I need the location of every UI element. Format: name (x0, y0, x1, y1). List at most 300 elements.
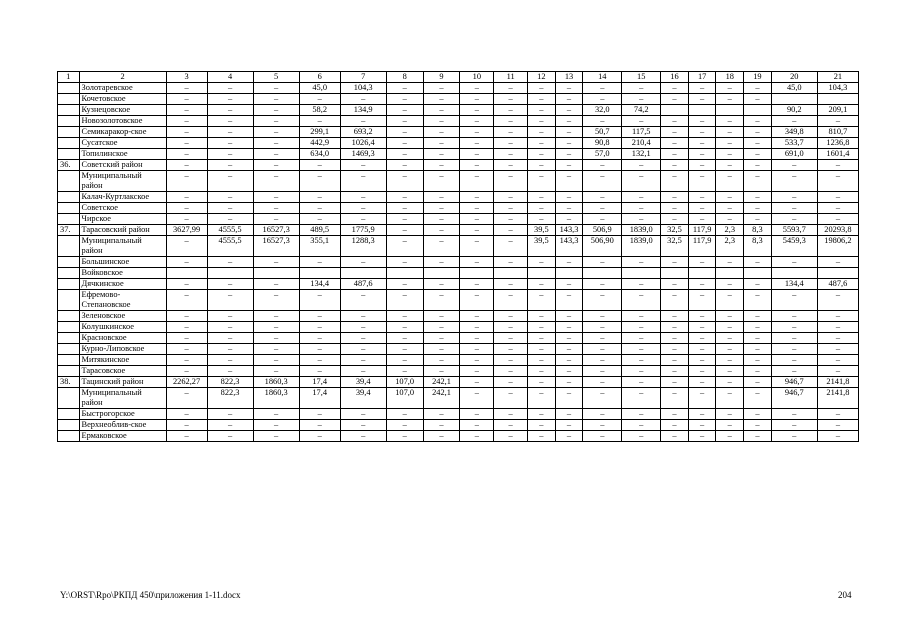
table-cell (716, 105, 744, 116)
row-number (58, 149, 80, 160)
table-cell: – (253, 311, 299, 322)
table-cell: – (207, 138, 253, 149)
table-cell: 810,7 (817, 127, 858, 138)
table-cell: – (555, 94, 583, 105)
table-cell: – (423, 333, 460, 344)
table-cell: – (386, 105, 423, 116)
table-cell: – (661, 366, 689, 377)
table-cell: – (555, 377, 583, 388)
table-cell: – (386, 214, 423, 225)
row-name: Кочетовское (79, 94, 166, 105)
table-cell: – (622, 311, 661, 322)
table-cell: – (423, 149, 460, 160)
table-cell: – (207, 279, 253, 290)
table-cell: – (622, 388, 661, 409)
table-cell: 442,9 (299, 138, 340, 149)
table-cell: – (460, 225, 494, 236)
table-cell: 50,7 (583, 127, 622, 138)
table-cell: – (423, 290, 460, 311)
table-cell: – (583, 94, 622, 105)
table-cell: – (253, 203, 299, 214)
column-header: 5 (253, 72, 299, 83)
table-cell: – (460, 322, 494, 333)
table-cell: – (423, 431, 460, 442)
table-cell: – (661, 94, 689, 105)
table-cell: 1775,9 (340, 225, 386, 236)
table-cell: – (460, 149, 494, 160)
table-cell: – (528, 127, 556, 138)
row-name: Большинское (79, 257, 166, 268)
table-cell: – (688, 149, 716, 160)
table-cell: – (622, 377, 661, 388)
table-cell: 299,1 (299, 127, 340, 138)
table-cell: – (744, 83, 772, 94)
table-cell: – (555, 116, 583, 127)
table-row (58, 377, 859, 388)
table-row (58, 431, 859, 442)
table-cell: – (386, 236, 423, 257)
table-cell: – (207, 257, 253, 268)
table-cell: – (340, 214, 386, 225)
table-cell: – (716, 344, 744, 355)
table-cell (817, 268, 858, 279)
table-cell: – (253, 279, 299, 290)
table-cell: – (386, 431, 423, 442)
row-name: Муниципальный район (79, 171, 166, 192)
row-name: Дячкинское (79, 279, 166, 290)
table-cell: – (528, 160, 556, 171)
table-cell: – (460, 344, 494, 355)
table-cell: – (716, 409, 744, 420)
table-cell: – (386, 333, 423, 344)
table-cell: – (744, 355, 772, 366)
table-cell: – (771, 311, 817, 322)
table-cell: 58,2 (299, 105, 340, 116)
table-cell: – (494, 94, 528, 105)
table-cell: – (386, 160, 423, 171)
table-row (58, 192, 859, 203)
table-cell: – (716, 138, 744, 149)
table-cell: 2141,8 (817, 388, 858, 409)
table-cell: – (555, 409, 583, 420)
table-cell: – (688, 279, 716, 290)
table-cell: – (494, 214, 528, 225)
table-cell: – (688, 94, 716, 105)
row-number (58, 311, 80, 322)
table-row (58, 94, 859, 105)
table-cell: – (716, 431, 744, 442)
table-cell: – (386, 322, 423, 333)
table-cell: – (661, 192, 689, 203)
table-cell: – (688, 127, 716, 138)
table-cell: – (386, 225, 423, 236)
table-cell: – (661, 160, 689, 171)
row-number (58, 333, 80, 344)
column-header: 18 (716, 72, 744, 83)
table-cell: – (340, 333, 386, 344)
table-cell: – (340, 366, 386, 377)
table-cell (423, 268, 460, 279)
table-cell: – (744, 322, 772, 333)
table-cell: – (166, 116, 207, 127)
table-cell: – (817, 192, 858, 203)
table-cell: – (253, 116, 299, 127)
row-number (58, 192, 80, 203)
table-cell: – (661, 149, 689, 160)
table-cell: – (494, 116, 528, 127)
table-cell: – (340, 116, 386, 127)
table-cell: – (622, 192, 661, 203)
table-cell: – (583, 388, 622, 409)
table-cell: – (494, 333, 528, 344)
table-cell: – (299, 160, 340, 171)
row-number (58, 236, 80, 257)
table-cell: – (340, 192, 386, 203)
table-cell: 45,0 (299, 83, 340, 94)
table-cell: – (528, 105, 556, 116)
table-cell: – (661, 333, 689, 344)
table-cell: – (207, 83, 253, 94)
table-cell: – (253, 322, 299, 333)
table-cell: 132,1 (622, 149, 661, 160)
footer-file-path: Y:\ORST\Rpo\РКПД 450\приложения 1-11.docx (60, 590, 241, 600)
table-cell (622, 268, 661, 279)
table-cell: – (744, 116, 772, 127)
table-cell: – (166, 279, 207, 290)
row-name: Быстрогорское (79, 409, 166, 420)
table-body (58, 83, 859, 442)
table-cell: – (166, 290, 207, 311)
table-cell: – (460, 355, 494, 366)
row-number (58, 290, 80, 311)
table-cell: – (494, 225, 528, 236)
row-name: Митякинское (79, 355, 166, 366)
table-cell: 104,3 (817, 83, 858, 94)
table-cell: – (460, 333, 494, 344)
table-cell: – (622, 355, 661, 366)
table-cell: – (460, 366, 494, 377)
table-cell: – (661, 257, 689, 268)
table-cell: – (166, 105, 207, 116)
table-cell: 16527,3 (253, 236, 299, 257)
table-cell: – (460, 409, 494, 420)
table-cell: – (528, 116, 556, 127)
table-cell: – (661, 377, 689, 388)
table-cell: – (494, 171, 528, 192)
row-name: Ефремово-Степановское (79, 290, 166, 311)
table-cell (716, 268, 744, 279)
table-cell: – (583, 192, 622, 203)
table-cell: – (528, 355, 556, 366)
table-cell: 2,3 (716, 225, 744, 236)
table-cell: – (494, 203, 528, 214)
table-cell: – (661, 431, 689, 442)
table-cell: – (622, 160, 661, 171)
table-cell: – (528, 138, 556, 149)
table-cell: – (253, 355, 299, 366)
table-cell: – (555, 388, 583, 409)
table-cell: – (253, 257, 299, 268)
table-cell: – (207, 127, 253, 138)
table-cell: – (423, 409, 460, 420)
table-cell: – (622, 333, 661, 344)
table-cell: – (460, 236, 494, 257)
table-cell: – (528, 171, 556, 192)
table-cell: – (528, 149, 556, 160)
table-cell: – (494, 105, 528, 116)
table-cell: – (166, 366, 207, 377)
table-cell: 349,8 (771, 127, 817, 138)
row-number (58, 388, 80, 409)
table-cell: – (771, 355, 817, 366)
table-cell: – (555, 83, 583, 94)
table-cell: 1601,4 (817, 149, 858, 160)
column-header: 11 (494, 72, 528, 83)
table-cell: – (771, 322, 817, 333)
table-cell: 90,8 (583, 138, 622, 149)
table-cell: 134,4 (299, 279, 340, 290)
row-name: Советское (79, 203, 166, 214)
row-name: Ермаковское (79, 431, 166, 442)
table-cell: – (555, 127, 583, 138)
table-cell: 39,4 (340, 377, 386, 388)
table-cell: – (688, 192, 716, 203)
table-cell: – (688, 377, 716, 388)
table-cell: – (207, 355, 253, 366)
column-header: 3 (166, 72, 207, 83)
table-cell: – (528, 333, 556, 344)
table-cell (661, 268, 689, 279)
table-cell: – (583, 366, 622, 377)
table-cell: – (528, 344, 556, 355)
table-cell: – (716, 355, 744, 366)
row-name: Кузнецовское (79, 105, 166, 116)
column-header: 16 (661, 72, 689, 83)
table-cell: 242,1 (423, 377, 460, 388)
table-cell: – (817, 366, 858, 377)
table-cell (253, 268, 299, 279)
table-cell: 1839,0 (622, 225, 661, 236)
table-cell (771, 268, 817, 279)
table-row (58, 344, 859, 355)
row-number (58, 355, 80, 366)
row-number (58, 94, 80, 105)
table-cell: – (253, 431, 299, 442)
table-cell: – (716, 311, 744, 322)
table-cell: – (460, 192, 494, 203)
table-row (58, 203, 859, 214)
table-cell: – (583, 355, 622, 366)
table-cell: – (494, 322, 528, 333)
table-cell: 143,3 (555, 236, 583, 257)
table-cell: – (253, 214, 299, 225)
table-cell: – (494, 192, 528, 203)
table-cell: – (555, 192, 583, 203)
table-cell: 19806,2 (817, 236, 858, 257)
table-cell: – (207, 409, 253, 420)
table-row (58, 388, 859, 409)
table-cell: – (386, 203, 423, 214)
table-cell: – (744, 94, 772, 105)
table-cell: 1236,8 (817, 138, 858, 149)
table-cell: – (817, 333, 858, 344)
table-cell: – (460, 127, 494, 138)
table-cell: – (555, 333, 583, 344)
table-cell: – (340, 94, 386, 105)
row-number (58, 116, 80, 127)
table-cell: – (207, 171, 253, 192)
table-cell: – (622, 366, 661, 377)
table-cell: – (207, 149, 253, 160)
table-cell: – (744, 366, 772, 377)
row-number (58, 366, 80, 377)
table-cell: – (460, 290, 494, 311)
table-cell: – (716, 171, 744, 192)
row-number: 36. (58, 160, 80, 171)
table-cell: – (340, 355, 386, 366)
table-cell: – (460, 257, 494, 268)
table-cell: – (207, 344, 253, 355)
table-cell: – (386, 409, 423, 420)
table-row (58, 322, 859, 333)
table-cell: – (528, 322, 556, 333)
table-cell: 57,0 (583, 149, 622, 160)
table-cell: – (817, 160, 858, 171)
table-cell: – (166, 236, 207, 257)
table-cell (583, 268, 622, 279)
table-cell: – (423, 192, 460, 203)
table-cell: – (386, 192, 423, 203)
table-cell: – (661, 355, 689, 366)
table-cell: – (688, 171, 716, 192)
table-cell: – (299, 257, 340, 268)
table-cell: – (494, 83, 528, 94)
table-cell: – (166, 149, 207, 160)
table-cell: 2141,8 (817, 377, 858, 388)
table-cell: 17,4 (299, 388, 340, 409)
table-cell: – (688, 409, 716, 420)
table-cell: – (386, 420, 423, 431)
table-cell: – (716, 160, 744, 171)
table-cell: – (423, 366, 460, 377)
table-cell: – (494, 290, 528, 311)
row-number: 38. (58, 377, 80, 388)
table-cell: – (661, 214, 689, 225)
table-cell (299, 268, 340, 279)
table-cell: – (583, 279, 622, 290)
table-cell: – (771, 192, 817, 203)
table-cell: – (494, 160, 528, 171)
table-cell: – (583, 290, 622, 311)
table-cell: – (744, 388, 772, 409)
table-row (58, 311, 859, 322)
row-name: Тацинский район (79, 377, 166, 388)
table-cell: – (661, 388, 689, 409)
table-cell: – (744, 279, 772, 290)
table-cell: – (340, 290, 386, 311)
table-cell: 1288,3 (340, 236, 386, 257)
table-cell: – (661, 203, 689, 214)
table-cell: 506,9 (583, 225, 622, 236)
table-cell: – (494, 420, 528, 431)
table-cell: 32,0 (583, 105, 622, 116)
row-number: 37. (58, 225, 80, 236)
table-cell: – (207, 322, 253, 333)
table-cell: – (166, 311, 207, 322)
column-header: 7 (340, 72, 386, 83)
table-cell: – (386, 344, 423, 355)
table-cell: – (253, 149, 299, 160)
row-number (58, 83, 80, 94)
table-cell: – (817, 420, 858, 431)
table-cell: – (716, 214, 744, 225)
table-cell: – (622, 83, 661, 94)
table-cell: – (583, 420, 622, 431)
table-cell: – (494, 127, 528, 138)
table-cell: – (661, 290, 689, 311)
table-cell: – (166, 138, 207, 149)
table-cell: – (744, 333, 772, 344)
table-cell: – (688, 203, 716, 214)
table-cell: – (299, 203, 340, 214)
table-cell: 1860,3 (253, 388, 299, 409)
table-cell: – (253, 94, 299, 105)
table-header (58, 72, 859, 83)
table-cell: 17,4 (299, 377, 340, 388)
table-cell: – (817, 203, 858, 214)
table-cell: – (460, 83, 494, 94)
table-cell: – (494, 344, 528, 355)
table-cell: – (817, 116, 858, 127)
table-cell: – (744, 127, 772, 138)
table-cell: 210,4 (622, 138, 661, 149)
table-cell: 143,3 (555, 225, 583, 236)
table-cell: – (817, 322, 858, 333)
table-cell: – (423, 171, 460, 192)
table-cell: – (166, 171, 207, 192)
table-cell: – (253, 171, 299, 192)
table-row (58, 160, 859, 171)
table-row (58, 355, 859, 366)
table-cell: 134,9 (340, 105, 386, 116)
table-cell: – (771, 344, 817, 355)
table-cell: 8,3 (744, 225, 772, 236)
table-cell: – (166, 420, 207, 431)
table-cell: – (661, 171, 689, 192)
table-cell: – (528, 203, 556, 214)
table-cell: – (744, 138, 772, 149)
table-cell: – (423, 322, 460, 333)
table-row (58, 257, 859, 268)
table-cell: – (744, 160, 772, 171)
table-cell: – (386, 94, 423, 105)
table-cell: – (716, 333, 744, 344)
table-row (58, 116, 859, 127)
column-header: 9 (423, 72, 460, 83)
table-cell: – (253, 83, 299, 94)
table-cell: – (555, 105, 583, 116)
row-name: Верхнеоблив-ское (79, 420, 166, 431)
table-cell: – (661, 116, 689, 127)
table-cell: – (166, 192, 207, 203)
table-cell: – (688, 322, 716, 333)
table-cell: – (716, 366, 744, 377)
table-cell: – (207, 420, 253, 431)
table-cell: 32,5 (661, 236, 689, 257)
table-cell: – (716, 257, 744, 268)
table-cell: 355,1 (299, 236, 340, 257)
row-name: Семикаракор-ское (79, 127, 166, 138)
